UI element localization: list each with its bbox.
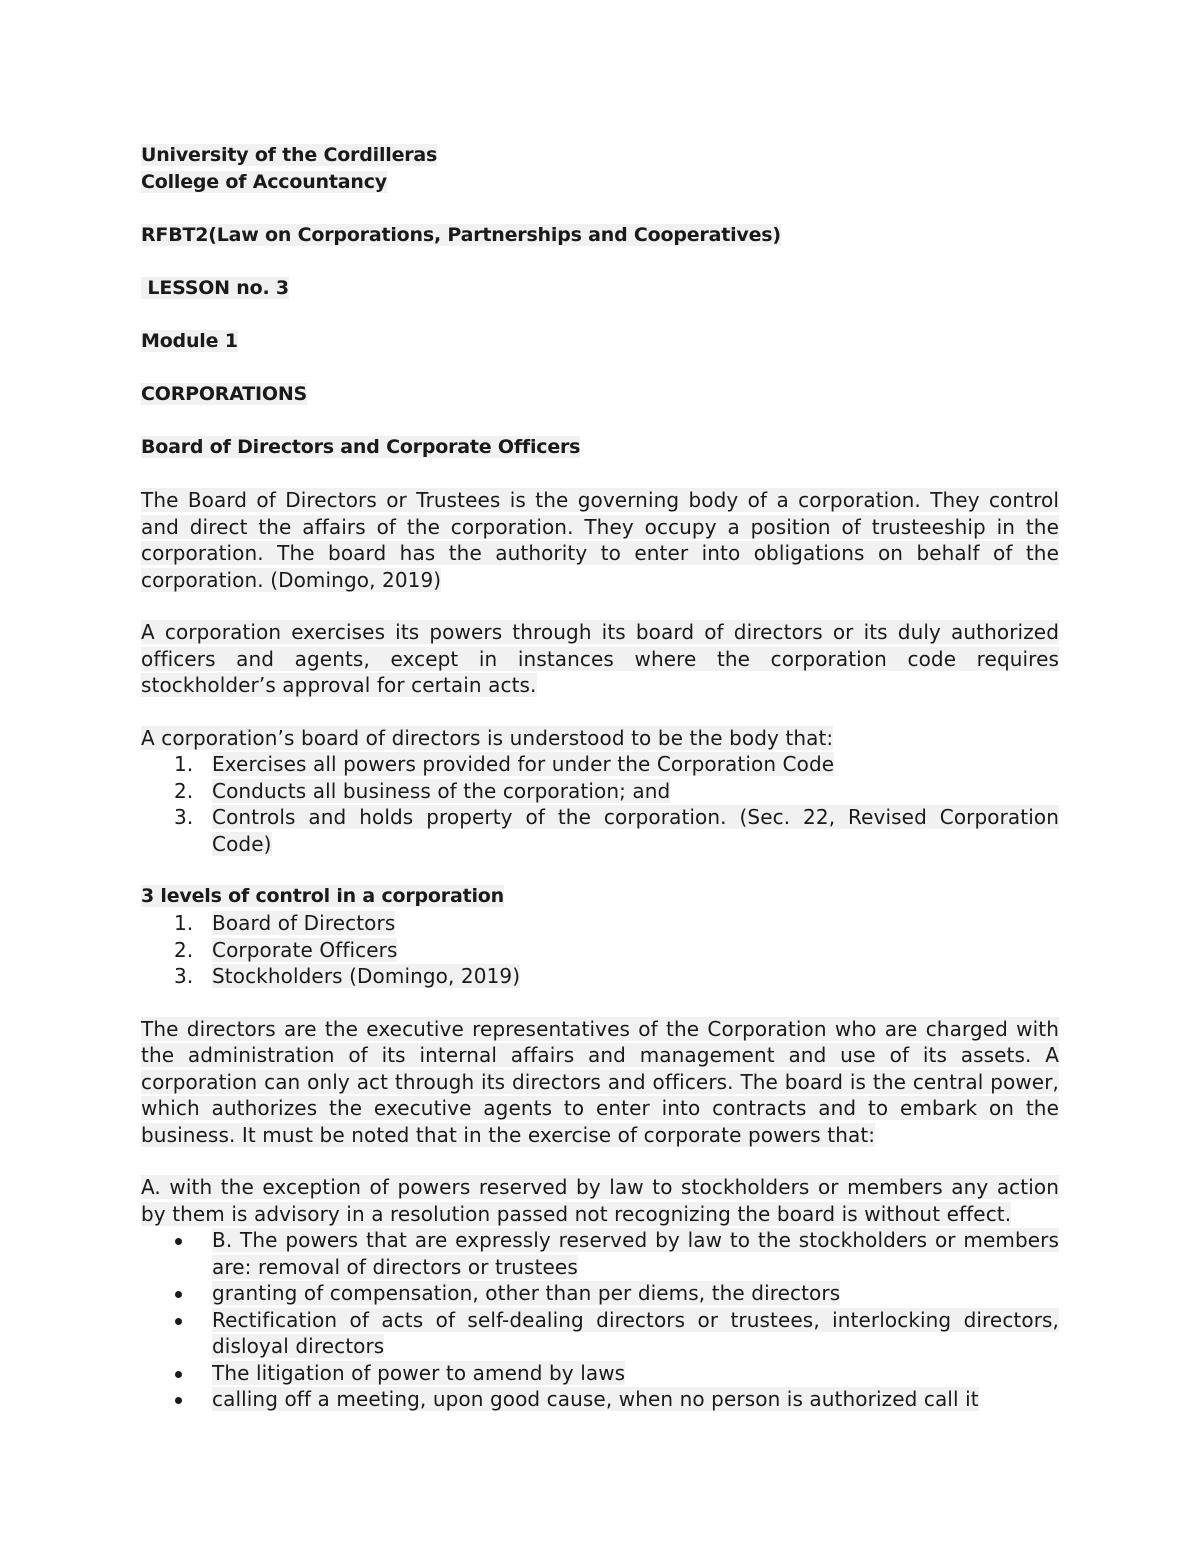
topic-heading: CORPORATIONS (141, 383, 308, 405)
list-item: 2. Conducts all business of the corporation; and (174, 778, 671, 803)
document-page (141, 142, 1059, 1413)
list-item: B. The powers that are expressly reserved by law to the stockholders or members are: removal of directors or trustees (141, 1227, 1059, 1280)
bullet-icon (175, 1238, 182, 1245)
course-title: RFBT2(Law on Corporations, Partnerships and Cooperatives) (141, 224, 781, 246)
bullet-icon (175, 1397, 182, 1404)
bullet-icon (175, 1318, 182, 1325)
module-number: Module 1 (141, 330, 238, 352)
control-levels-heading: 3 levels of control in a corporation (141, 885, 504, 907)
list-item: 2. Corporate Officers (174, 937, 398, 962)
university-name: University of the Cordilleras (141, 144, 438, 166)
list-item: 3. Stockholders (Domingo, 2019) (174, 964, 521, 988)
bullet-icon (175, 1371, 182, 1378)
paragraph-powers-exercise: A corporation exercises its powers through its board of directors or its duly authorized officers and agents, except in instances where the corporation code requires stockholder’s approval for certain acts. (141, 620, 1059, 697)
list-item: calling off a meeting, upon good cause, when no person is authorized call it (141, 1386, 1059, 1413)
paragraph-exception-a: A. with the exception of powers reserved by law to stockholders or members any action by them is advisory in a resolution passed not recognizing the board is without effect. (141, 1175, 1059, 1226)
paragraph-board-body-intro: A corporation’s board of directors is understood to be the body that: (141, 725, 834, 750)
list-item: 1. Board of Directors (174, 911, 396, 935)
bullet-icon (175, 1291, 182, 1298)
lesson-number: LESSON no. 3 (141, 277, 289, 299)
reserved-powers-list (141, 1227, 1059, 1413)
list-item: 3. Controls and holds property of the corporation. (Sec. 22, Revised Corporation Code) (174, 805, 1059, 856)
list-item: 1. Exercises all powers provided for under the Corporation Code (174, 752, 835, 776)
section-heading: Board of Directors and Corporate Officers (141, 436, 581, 458)
college-name: College of Accountancy (141, 171, 387, 193)
list-item: The litigation of power to amend by laws (141, 1360, 1059, 1387)
control-levels-list (141, 910, 1059, 990)
paragraph-directors-role: The directors are the executive representatives of the Corporation who are charged with the administration of its internal affairs and management and use of its assets. A corporation can only act through its directors and officers. The board is the central power, which authorizes the executive agents to enter into contracts and to embark on the business. It must be noted that in the exercise of corporate powers that: (141, 1016, 1059, 1147)
paragraph-board-definition: The Board of Directors or Trustees is the governing body of a corporation. They control and direct the affairs of the corporation. They occupy a position of trusteeship in the corporation. The board has the authority to enter into obligations on behalf of the corporation. (Domingo, 2019) (141, 488, 1059, 592)
list-item: Rectification of acts of self-dealing directors or trustees, interlocking directors, disloyal directors (141, 1307, 1059, 1360)
board-body-list (141, 751, 1059, 857)
list-item: granting of compensation, other than per diems, the directors (141, 1280, 1059, 1307)
